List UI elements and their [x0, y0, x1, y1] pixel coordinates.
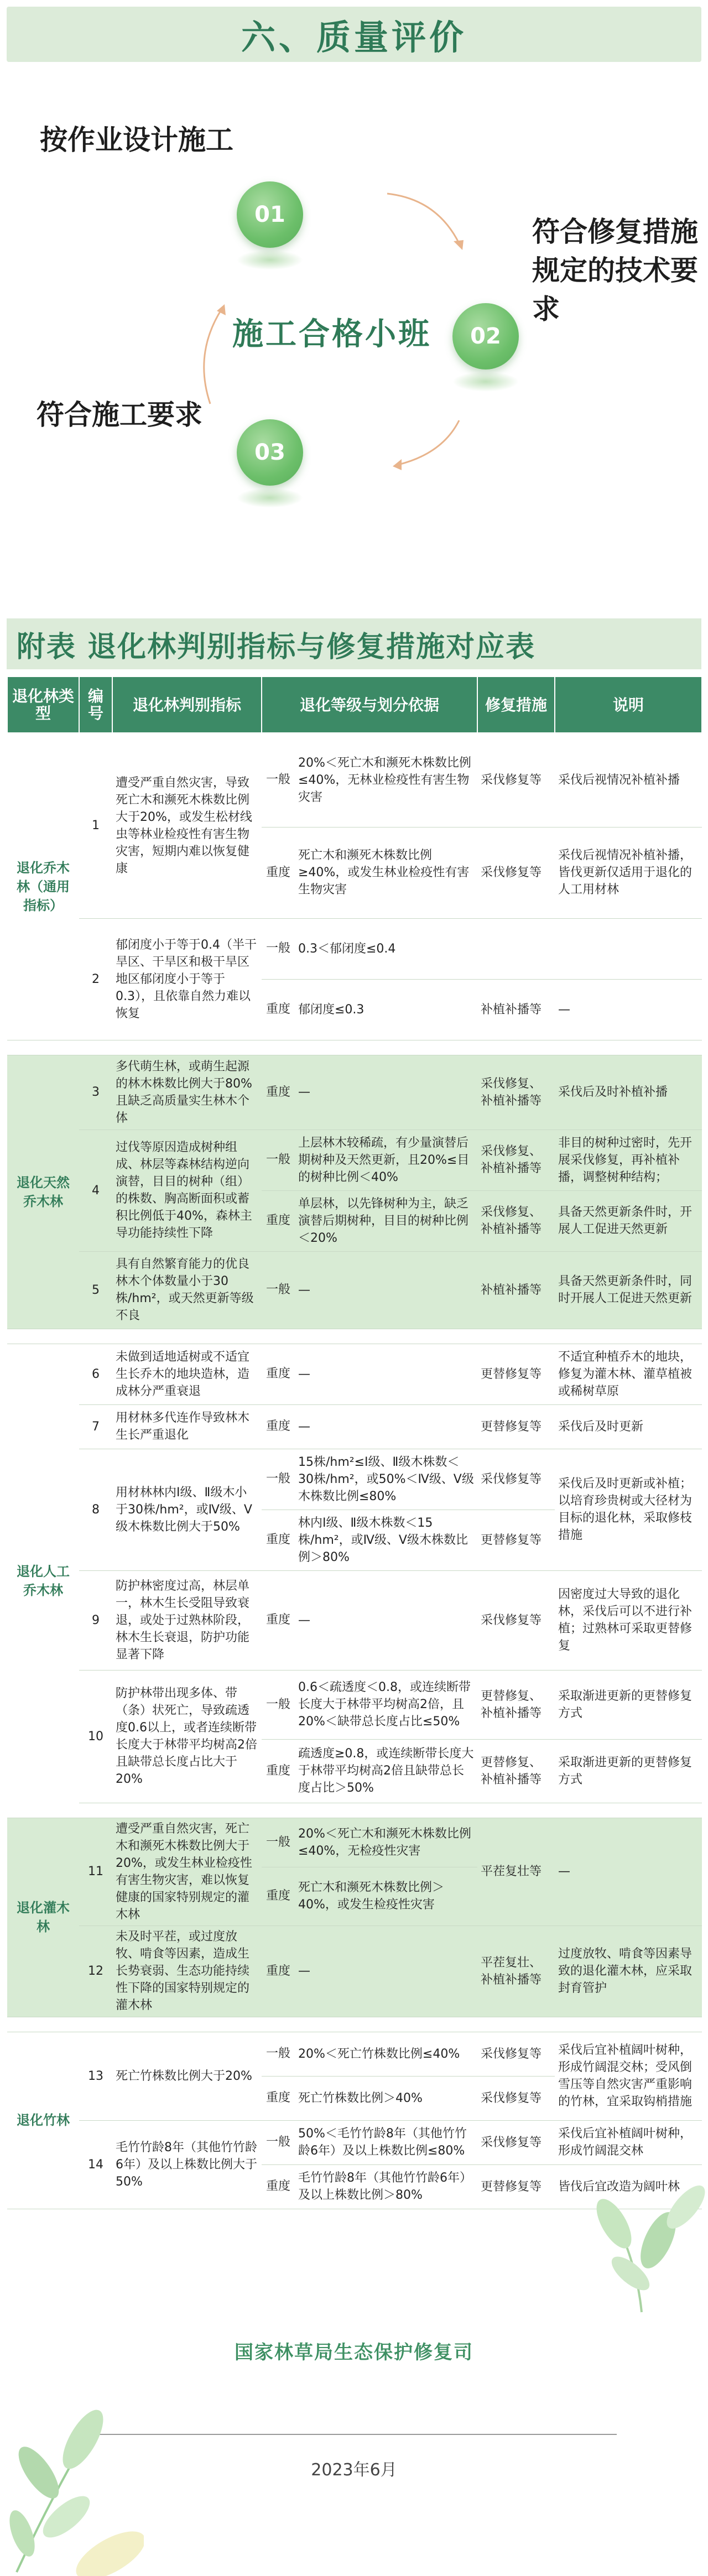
level-cell: 一般 [262, 1449, 295, 1510]
type-cell: 退化乔木林（通用指标） [7, 733, 79, 1040]
basis-cell: 50%＜毛竹竹龄8年（其他竹竹龄6年）及以上株数比例≤80% [295, 2120, 477, 2164]
type-cell: 退化天然乔木林 [7, 1055, 79, 1329]
row-no: 11 [79, 1818, 112, 1926]
measure-cell: 平茬复壮等 [477, 1818, 555, 1926]
item-2-text: 符合修复措施规定的技术要求 [532, 216, 698, 325]
note-cell: 采伐后宜补植阔叶树种，形成竹阔混交林；受风倒雪压等自然灾害严重影响的竹林，宜采取钩梢措施 [555, 2032, 702, 2120]
level-cell: 重度 [262, 1344, 295, 1404]
basis-cell: 毛竹竹龄8年（其他竹竹龄6年）及以上株数比例＞80% [295, 2164, 477, 2209]
measure-cell: 采伐修复、补植补播等 [477, 1055, 555, 1130]
level-cell: 重度 [262, 2076, 295, 2120]
basis-cell: — [295, 1055, 477, 1130]
note-cell: 采伐后及时更新 [555, 1404, 702, 1449]
header-type: 退化林类型 [7, 676, 79, 733]
note-cell: 采伐后宜补植阔叶树种，形成竹阔混交林 [555, 2120, 702, 2164]
measure-cell: 采伐修复等 [477, 2032, 555, 2076]
table-row [7, 1670, 702, 1739]
table-row [7, 1130, 702, 1190]
table-header-row [7, 676, 702, 733]
note-cell: 非目的树种过密时，先开展采伐修复，再补植补播，调整树种结构； [555, 1130, 702, 1190]
table-row [7, 2032, 702, 2076]
note-cell: 采取渐进更新的更替修复方式 [555, 1670, 702, 1739]
measure-cell [477, 918, 555, 979]
step-1-circle: 01 [237, 181, 303, 248]
note-cell: 具备天然更新条件时，开展人工促进天然更新 [555, 1190, 702, 1251]
row-no: 10 [79, 1670, 112, 1803]
measure-cell: 采伐修复等 [477, 1449, 555, 1510]
level-cell: 一般 [262, 1130, 295, 1190]
section-title: 六、质量评价 [241, 17, 467, 58]
note-cell: — [555, 979, 702, 1040]
basis-cell: 死亡木和濒死木株数比例≥40%，或发生林业检疫性有害生物灾害 [295, 827, 477, 918]
basis-cell: — [295, 1404, 477, 1449]
indicator-cell: 具有自然繁育能力的优良林木个体数量小于30株/hm²，或天然更新等级不良 [112, 1251, 262, 1329]
note-cell [555, 918, 702, 979]
table-row [7, 1570, 702, 1670]
indicator-cell: 毛竹竹龄8年（其他竹竹龄6年）及以上株数比例大于50% [112, 2120, 262, 2209]
note-cell: — [555, 1818, 702, 1926]
leaf-decoration-icon [0, 2390, 144, 2576]
note-cell: 采伐后视情况补植补播，皆伐更新仅适用于退化的人工用材林 [555, 827, 702, 918]
header-measure: 修复措施 [477, 676, 555, 733]
measure-cell: 采伐修复等 [477, 1570, 555, 1670]
footer-divider [91, 2434, 617, 2435]
indicator-cell: 用材林林内Ⅰ级、Ⅱ级木小于30株/hm²，或Ⅳ级、Ⅴ级木株数比例大于50% [112, 1449, 262, 1570]
basis-cell: 0.6＜疏透度＜0.8，或连续断带长度大于林带平均树高2倍，且20%＜缺带总长度占比≤50% [295, 1670, 477, 1739]
row-no: 5 [79, 1251, 112, 1329]
measure-cell: 补植补播等 [477, 1251, 555, 1329]
measure-cell: 采伐修复、补植补播等 [477, 1190, 555, 1251]
basis-cell: 20%＜死亡竹株数比例≤40% [295, 2032, 477, 2076]
step-3-circle: 03 [237, 419, 303, 486]
measure-cell: 采伐修复等 [477, 733, 555, 827]
center-title: 施工合格小班 [232, 316, 431, 352]
basis-cell: — [295, 1570, 477, 1670]
level-cell: 重度 [262, 1055, 295, 1130]
header-indicator: 退化林判别指标 [112, 676, 262, 733]
measure-cell: 采伐修复等 [477, 2076, 555, 2120]
type-cell: 退化竹林 [7, 2032, 79, 2209]
table-row [7, 1926, 702, 2017]
indicator-cell: 遭受严重自然灾害，死亡木和濒死木株数比例大于20%，或发生林业检疫性有害生物灾害，难以恢复健康的国家特别规定的灌木林 [112, 1818, 262, 1926]
basis-cell: 0.3＜郁闭度≤0.4 [295, 918, 477, 979]
appendix-title: 附表 退化林判别指标与修复措施对应表 [17, 630, 536, 664]
item-3-text: 符合施工要求 [37, 399, 202, 431]
indicator-cell: 防护林带出现多体、带（条）状死亡，导致疏透度0.6以上，或者连续断带长度大于林带平均树高2倍且缺带总长度占比大于20% [112, 1670, 262, 1803]
indicator-cell: 遭受严重自然灾害，导致死亡木和濒死木株数比例大于20%，或发生松材线虫等林业检疫性有害生物灾害，短期内难以恢复健康 [112, 733, 262, 918]
basis-cell: 20%＜死亡木和濒死木株数比例≤40%，无林业检疫性有害生物灾害 [295, 733, 477, 827]
level-cell: 一般 [262, 733, 295, 827]
basis-cell: 15株/hm²≤Ⅰ级、Ⅱ级木株数＜30株/hm²，或50%＜Ⅳ级、Ⅴ级木株数比例≤80% [295, 1449, 477, 1510]
indicator-cell: 用材林多代连作导致林木生长严重退化 [112, 1404, 262, 1449]
level-cell: 重度 [262, 1404, 295, 1449]
measure-cell: 采伐修复等 [477, 2120, 555, 2164]
row-no: 14 [79, 2120, 112, 2209]
item-1-text: 按作业设计施工 [40, 124, 233, 156]
basis-cell: 林内Ⅰ级、Ⅱ级木株数＜15株/hm²，或Ⅳ级、Ⅴ级木株数比例＞80% [295, 1510, 477, 1570]
measure-cell: 采伐修复等 [477, 827, 555, 918]
note-cell: 采伐后及时更新或补植；以培育珍贵树或大径材为目标的退化林，采取修枝措施 [555, 1449, 702, 1570]
indicator-cell: 过伐等原因造成树种组成、林层等森林结构逆向演替，目目的树种（组）的株数、胸高断面积或蓄积比例低于40%，森林主导功能持续性下降 [112, 1130, 262, 1251]
step-2-circle: 02 [452, 303, 519, 370]
level-cell: 重度 [262, 827, 295, 918]
basis-cell: 郁闭度≤0.3 [295, 979, 477, 1040]
row-no: 12 [79, 1926, 112, 2017]
measure-cell: 补植补播等 [477, 979, 555, 1040]
table-row [7, 1818, 702, 1867]
level-cell: 重度 [262, 2164, 295, 2209]
table-row [7, 1449, 702, 1510]
basis-cell: 疏透度≥0.8，或连续断带长度大于林带平均树高2倍且缺带总长度占比＞50% [295, 1739, 477, 1803]
indicator-cell: 未及时平茬，或过度放牧、啃食等因素，造成生长势衰弱、生态功能持续性下降的国家特别规定的灌木林 [112, 1926, 262, 2017]
note-cell: 采取渐进更新的更替修复方式 [555, 1739, 702, 1803]
table-row [7, 1251, 702, 1329]
row-no: 6 [79, 1344, 112, 1404]
measure-cell: 更替修复等 [477, 1404, 555, 1449]
table-row [7, 1055, 702, 1130]
row-no: 9 [79, 1570, 112, 1670]
level-cell: 一般 [262, 1670, 295, 1739]
level-cell: 一般 [262, 2120, 295, 2164]
row-no: 1 [79, 733, 112, 918]
header-note: 说明 [555, 676, 702, 733]
measure-cell: 更替修复等 [477, 1344, 555, 1404]
indicator-cell: 多代萌生林，或萌生起源的林木株数比例大于80%且缺乏高质量实生林木个体 [112, 1055, 262, 1130]
header-level: 退化等级与划分依据 [262, 676, 477, 733]
level-cell: 重度 [262, 1739, 295, 1803]
table-row [7, 2120, 702, 2164]
note-cell: 皆伐后宜改造为阔叶林 [555, 2164, 702, 2209]
basis-cell: — [295, 1926, 477, 2017]
header-no: 编号 [79, 676, 112, 733]
measure-cell: 更替修复、补植补播等 [477, 1739, 555, 1803]
note-cell: 过度放牧、啃食等因素导致的退化灌木林，应采取封育管护 [555, 1926, 702, 2017]
note-cell: 因密度过大导致的退化林，采伐后可以不进行补植；过熟林可采取更替修复 [555, 1570, 702, 1670]
level-cell: 一般 [262, 1251, 295, 1329]
indicator-cell: 防护林密度过高，林层单一，林木生长受阻导致衰退，或处于过熟林阶段，林木生长衰退，防护功能显著下降 [112, 1570, 262, 1670]
table-row [7, 733, 702, 827]
note-cell: 采伐后视情况补植补播 [555, 733, 702, 827]
degraded-forest-table [7, 676, 702, 2209]
measure-cell: 平茬复壮、补植补播等 [477, 1926, 555, 2017]
level-cell: 一般 [262, 2032, 295, 2076]
measure-cell: 更替修复等 [477, 1510, 555, 1570]
row-no: 13 [79, 2032, 112, 2120]
basis-cell: — [295, 1251, 477, 1329]
basis-cell: 死亡木和濒死木株数比例＞40%，或发生检疫性灾害 [295, 1867, 477, 1926]
measure-cell: 采伐修复、补植补播等 [477, 1130, 555, 1190]
indicator-cell: 郁闭度小于等于0.4（半干旱区、干旱区和极干旱区地区郁闭度小于等于0.3），且依靠自然力难以恢复 [112, 918, 262, 1040]
level-cell: 一般 [262, 918, 295, 979]
indicator-cell: 死亡竹株数比例大于20% [112, 2032, 262, 2120]
basis-cell: 死亡竹株数比例＞40% [295, 2076, 477, 2120]
note-cell: 具备天然更新条件时，同时开展人工促进天然更新 [555, 1251, 702, 1329]
table-row [7, 1344, 702, 1404]
step-3-shadow [237, 488, 303, 508]
measure-cell: 更替修复、补植补播等 [477, 1670, 555, 1739]
footer-date: 2023年6月 [311, 2460, 397, 2480]
level-cell: 重度 [262, 1867, 295, 1926]
table-row [7, 1404, 702, 1449]
level-cell: 重度 [262, 979, 295, 1040]
measure-cell: 更替修复等 [477, 2164, 555, 2209]
basis-cell: 单层林，以先锋树种为主，缺乏演替后期树种，目目的树种比例＜20% [295, 1190, 477, 1251]
note-cell: 采伐后及时补植补播 [555, 1055, 702, 1130]
level-cell: 重度 [262, 1570, 295, 1670]
level-cell: 重度 [262, 1510, 295, 1570]
row-no: 3 [79, 1055, 112, 1130]
step-1-shadow [237, 250, 303, 270]
row-no: 4 [79, 1130, 112, 1251]
basis-cell: 20%＜死亡木和濒死木株数比例≤40%，无检疫性灾害 [295, 1818, 477, 1867]
step-2-shadow [452, 372, 519, 392]
leaf-decoration-icon [575, 2174, 708, 2318]
table-row [7, 918, 702, 979]
basis-cell: — [295, 1344, 477, 1404]
footer-organization: 国家林草局生态保护修复司 [235, 2341, 473, 2364]
basis-cell: 上层林木较稀疏，有少量演替后期树种及天然更新，且20%≤目的树种比例＜40% [295, 1130, 477, 1190]
level-cell: 重度 [262, 1926, 295, 2017]
level-cell: 重度 [262, 1190, 295, 1251]
type-cell: 退化灌木林 [7, 1818, 79, 2017]
note-cell: 不适宜种植乔木的地块，修复为灌木林、灌草植被或稀树草原 [555, 1344, 702, 1404]
type-cell: 退化人工乔木林 [7, 1344, 79, 1818]
row-no: 2 [79, 918, 112, 1040]
indicator-cell: 未做到适地适树或不适宜生长乔木的地块造林，造成林分严重衰退 [112, 1344, 262, 1404]
row-no: 7 [79, 1404, 112, 1449]
row-no: 8 [79, 1449, 112, 1570]
level-cell: 一般 [262, 1818, 295, 1867]
